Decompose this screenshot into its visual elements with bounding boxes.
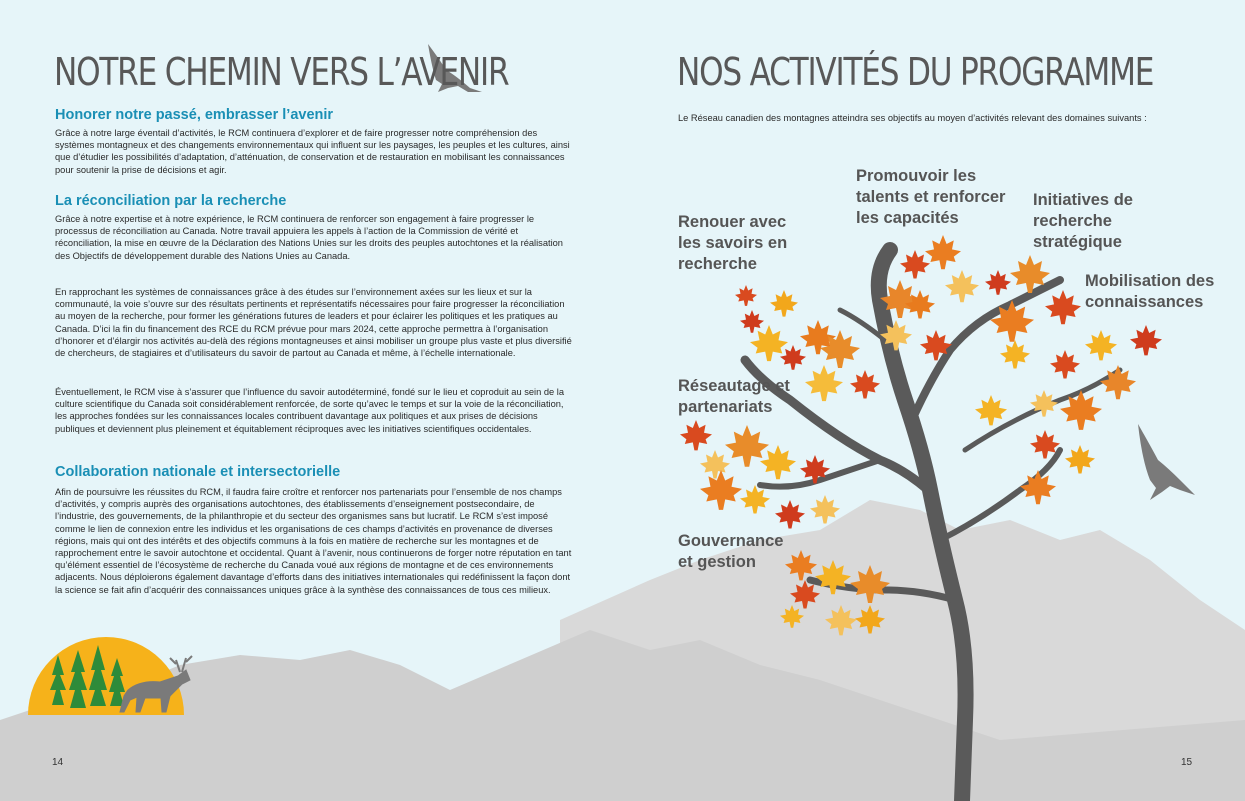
page-number: 15 bbox=[1181, 757, 1193, 768]
page-number: 14 bbox=[52, 757, 64, 768]
section-heading: Collaboration nationale et intersectorielle bbox=[55, 464, 341, 480]
section-paragraph: Afin de poursuivre les réussites du RCM, il faudra faire croître et renforcer nos partenariats pour l’ensemble de nos champs d’activités, y compris auprès des organisations autochtones, des établissements d’enseignement postsecondaire, de l’industrie, des gouvernements, de la philanthropie et du secteur des organismes sans but lucratif. Le RCM s’est imposé comme le lien de connexion entre les individus et les organisations de ces champs d’activités en provenance de diverses régions, mais qui ont des intérêts et des objectifs communs à la fois en matière de recherche sur les montagnes et de rapprochement entre le savoir autochtone et occidental. Quant à l’avenir, nous continuerons de forger notre réputation en tant qu’élément essentiel de l’écosystème de recherche du Canada voué aux régions de montagne et de ces environnements adjacents. Nous déploierons également davantage d’efforts dans des initiatives internationales qui redéfinissent la façon dont la science se fait afin d’acquérir des connaissances uniques grâce à la synthèse des connaissances de tous ces milieux. bbox=[55, 487, 572, 595]
sun-icon bbox=[28, 637, 184, 715]
activity-label: Réseautage et partenariats bbox=[678, 377, 790, 416]
section-heading: Honorer notre passé, embrasser l’avenir bbox=[55, 107, 334, 123]
activity-label: Renouer avec les savoirs en recherche bbox=[678, 213, 788, 273]
activity-label: Mobilisation des connaissances bbox=[1085, 272, 1215, 311]
section-paragraph: En rapprochant les systèmes de connaissances grâce à des études sur l’environnement axées sur les lieux et sur la communauté, la voie s’ouvre sur des résultats pertinents et représentatifs nécessaires pour faire progresser la réconciliation au moyen de la recherche, pour former les générations futures de leaders et pour éclairer les politiques et les pratiques au Canada. D’ici la fin du financement des RCE du RCM prévue pour mars 2024, cette approche permettra à l’organisation d’honorer et d’élargir nos activités au-delà des régions montagneuses et ainsi mobiliser un groupe plus vaste et plus diversifié de chercheurs, de stagiaires et d’utilisateurs du savoir de partout au Canada et même, à l’échelle internationale. bbox=[55, 287, 572, 359]
activity-label: Promouvoir les talents et renforcer les capacités bbox=[856, 167, 1006, 227]
eagle-icon bbox=[1138, 424, 1195, 500]
activity-label: Initiatives de recherche stratégique bbox=[1033, 191, 1133, 251]
section-paragraph: Grâce à notre expertise et à notre expérience, le RCM continuera de renforcer son engagement à faire progresser le processus de réconciliation au Canada. Notre travail appuiera les appels à l’action de la Commission de vérité et réconciliation, la mise en œuvre de la Déclaration des Nations Unies sur les droits des peuples autochtones et la réalisation des Objectifs de développement durable des Nations Unies au Canada. bbox=[55, 214, 563, 261]
page-title: NOTRE CHEMIN VERS L’AVENIR bbox=[54, 50, 509, 94]
section-paragraph: Éventuellement, le RCM vise à s’assurer que l’influence du savoir autodéterminé, fondé sur le lieu et coproduit au sein de la culture scientifique du Canada soit considérablement renforcée, de sorte qu’avec le temps et sur la voie de la réconciliation, les approches fondées sur les connaissances locales contribuent davantage aux politiques et aux prises de décisions publiques et deviennent plus pleinement et équitablement réciproques avec les initiatives scientifiques occidentales. bbox=[55, 387, 565, 434]
section-paragraph: Grâce à notre large éventail d’activités, le RCM continuera d’explorer et de faire progresser notre compréhension des systèmes montagneux et des changements environnementaux qui influent sur les paysages, les peuples et les cultures, ainsi que d’étudier les possibilités d’adaptation, d’atténuation, de conservation et de restauration en mobilisant les connaissances pour soutenir la prise de décisions et agir. bbox=[55, 128, 570, 175]
intro-text: Le Réseau canadien des montagnes atteindra ses objectifs au moyen d’activités relevant des domaines suivants : bbox=[678, 113, 1147, 123]
section-heading: La réconciliation par la recherche bbox=[55, 193, 287, 209]
page-title: NOS ACTIVITÉS DU PROGRAMME bbox=[677, 50, 1154, 94]
activity-label: Gouvernance et gestion bbox=[678, 532, 784, 571]
